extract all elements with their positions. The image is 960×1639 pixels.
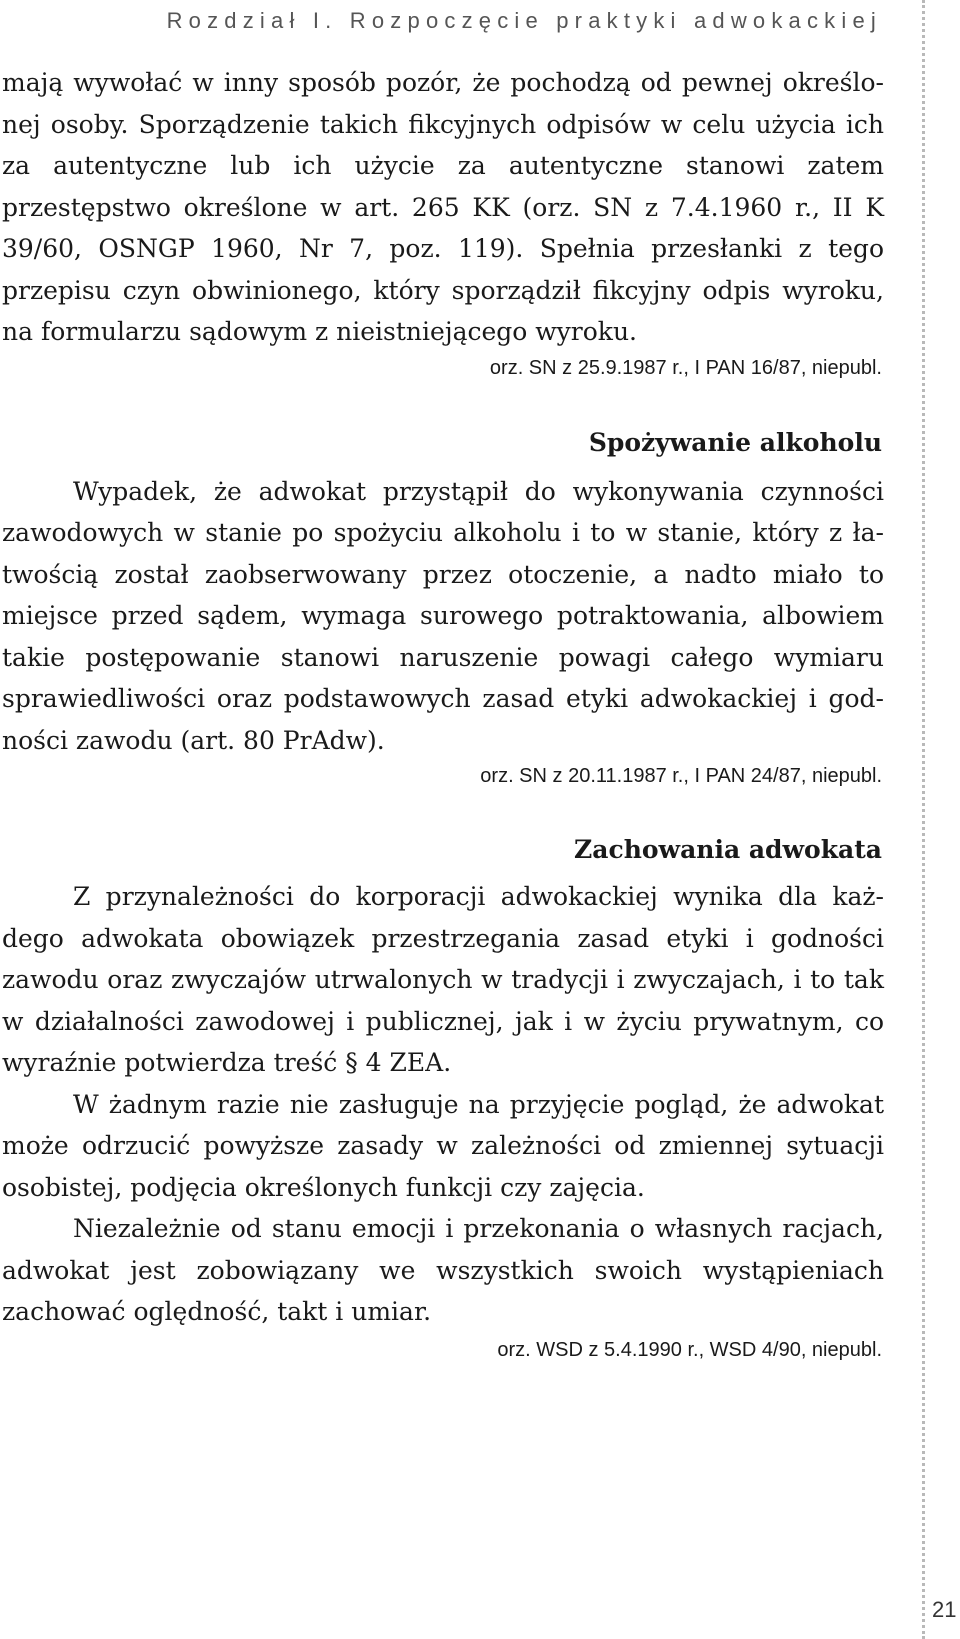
running-header: Rozdział I. Rozpoczęcie praktyki adwokackiej [166,8,882,33]
section-alcohol-citation: orz. SN z 20.11.1987 r., I PAN 24/87, niepubl. [480,765,882,787]
page-number: 21 [932,1597,957,1622]
intro-paragraph: mają wywołać w inny sposób pozór, że pochodzą od pewnej określonej osoby. Sporządzenie takich fikcyjnych odpisów w celu użycia ich za autentyczne lub ich użycie za autentyczne stanowi zatem przestępstwo określone w art. 265 KK (orz. SN z 7.4.1960 r., II K 39/60, OSNGP 1960, Nr 7, poz. 119). Spełnia przesłanki z tego przepisu czyn obwinionego, który sporządził fikcyjny odpis wyroku, na formularzu sądowym z nieistniejącego wyroku. [2,68,884,346]
section-alcohol-paragraph: Wypadek, że adwokat przystąpił do wykonywania czynności zawodowych w stanie po spożyciu alkoholu i to w stanie, który z łatwością został zaobserwowany przez otoczenie, a nadto miało to miejsce przed sądem, wymaga surowego potraktowania, albowiem takie postępowanie stanowi naruszenie powagi całego wymiaru sprawiedliwości oraz podstawowych zasad etyki adwokackiej i godności zawodu (art. 80 PrAdw). [2,476,884,755]
section-conduct-citation: orz. WSD z 5.4.1990 r., WSD 4/90, niepubl. [497,1338,882,1361]
section-conduct-paragraph-3: Niezależnie od stanu emocji i przekonania o własnych racjach, adwokat jest zobowiązany we wszystkich swoich wystąpieniach zachować oględność, takt i umiar. [2,1214,884,1326]
section-conduct-paragraph-2: W żadnym razie nie zasługuje na przyjęcie pogląd, że adwokat może odrzucić powyższe zasady w zależności od zmiennej sytuacji osobistej, podjęcia określonych funkcji czy zajęcia. [2,1089,884,1202]
section-conduct-paragraph-1: Z przynależności do korporacji adwokackiej wynika dla każdego adwokata obowiązek przestrzegania zasad etyki i godności zawodu oraz zwyczajów utrwalonych w tradycji i zwyczajach, i to tak w działalności zawodowej i publicznej, jak i w życiu prywatnym, co wyraźnie potwierdza treść § 4 ZEA. [2,882,884,1077]
intro-citation: orz. SN z 25.9.1987 r., I PAN 16/87, niepubl. [489,356,882,379]
section-title-alcohol: Spożywanie alkoholu [588,427,882,457]
page-body [2,62,884,1365]
section-title-conduct: Zachowania adwokata [574,835,882,864]
margin-dotted-rule [922,0,925,1639]
